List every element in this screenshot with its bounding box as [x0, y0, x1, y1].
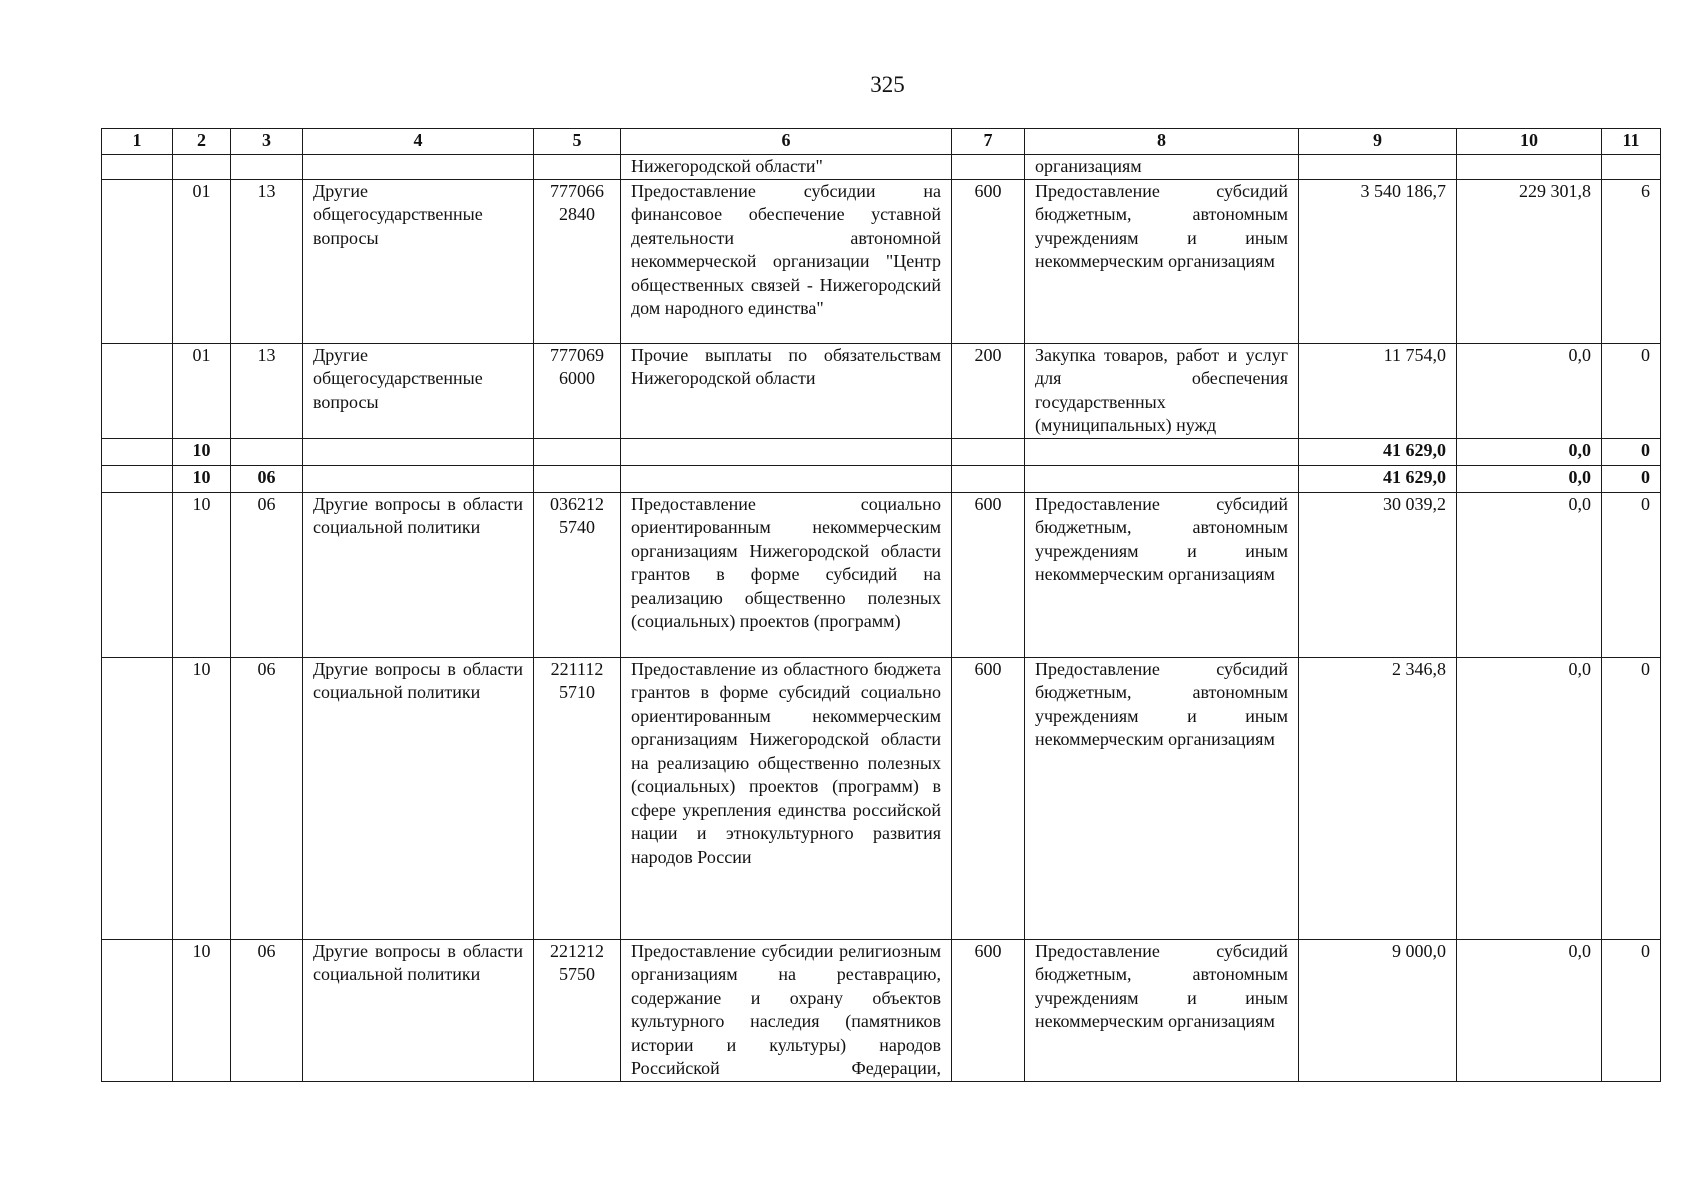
cell-target-name: Предоставление из областного бюджета грантов в форме субсидий социально ориентированным некоммерческим организациям Нижегородской области на реализацию общественно полезных (социальных) проектов (программ) в сфере укрепления единства российской нации и этнокультурного развития народов России	[621, 657, 952, 939]
column-header: 9	[1299, 129, 1457, 155]
table-row	[102, 179, 1661, 343]
column-header: 2	[173, 129, 231, 155]
cell-percent: 0	[1602, 438, 1661, 465]
header-row	[102, 129, 1661, 155]
cell-col1	[102, 438, 173, 465]
cell-amount-secondary	[1457, 155, 1602, 180]
cell-section: 10	[173, 465, 231, 492]
cell-subsection: 06	[231, 492, 303, 657]
cell-percent: 0	[1602, 939, 1661, 1081]
cell-target-name: Предоставление субсидии религиозным организациям на реставрацию, содержание и охрану объектов культурного наследия (памятников истории и культуры) народов Российской Федерации,	[621, 939, 952, 1081]
cell-expense-code: 200	[952, 343, 1025, 438]
cell-expense-name: Предоставление субсидий бюджетным, автономным учреждениям и иным некоммерческим организациям	[1025, 492, 1299, 657]
cell-amount: 41 629,0	[1299, 465, 1457, 492]
cell-subsection	[231, 438, 303, 465]
page-number: 325	[870, 72, 905, 97]
cell-section: 01	[173, 179, 231, 343]
cell-amount: 11 754,0	[1299, 343, 1457, 438]
cell-amount: 41 629,0	[1299, 438, 1457, 465]
cell-percent: 0	[1602, 657, 1661, 939]
cell-amount-secondary: 0,0	[1457, 343, 1602, 438]
cell-target-name: Прочие выплаты по обязательствам Нижегородской области	[621, 343, 952, 438]
cell-section: 10	[173, 939, 231, 1081]
cell-col1	[102, 343, 173, 438]
table-row	[102, 939, 1661, 1081]
cell-expense-code	[952, 465, 1025, 492]
cell-target-name: Предоставление социально ориентированным некоммерческим организациям Нижегородской области грантов в форме субсидий на реализацию общественно полезных (социальных) проектов (программ)	[621, 492, 952, 657]
cell-expense-name: Предоставление субсидий бюджетным, автономным учреждениям и иным некоммерческим организациям	[1025, 657, 1299, 939]
cell-subsection: 06	[231, 465, 303, 492]
cell-expense-name: организациям	[1025, 155, 1299, 180]
cell-col1	[102, 155, 173, 180]
table-row	[102, 155, 1661, 180]
subtotal-row	[102, 465, 1661, 492]
cell-section: 10	[173, 657, 231, 939]
column-header: 5	[534, 129, 621, 155]
cell-percent: 6	[1602, 179, 1661, 343]
cell-expense-name: Предоставление субсидий бюджетным, автономным учреждениям и иным некоммерческим организациям	[1025, 939, 1299, 1081]
cell-col1	[102, 939, 173, 1081]
cell-col1	[102, 465, 173, 492]
cell-expense-code	[952, 438, 1025, 465]
cell-amount: 2 346,8	[1299, 657, 1457, 939]
column-header: 6	[621, 129, 952, 155]
table-row	[102, 492, 1661, 657]
cell-expense-code: 600	[952, 657, 1025, 939]
cell-section	[173, 155, 231, 180]
cell-section-name: Другие вопросы в области социальной политики	[303, 657, 534, 939]
cell-col1	[102, 657, 173, 939]
cell-target-code: 221212 5750	[534, 939, 621, 1081]
cell-target-code: 777069 6000	[534, 343, 621, 438]
cell-expense-name: Закупка товаров, работ и услуг для обеспечения государственных (муниципальных) нужд	[1025, 343, 1299, 438]
cell-amount-secondary: 0,0	[1457, 492, 1602, 657]
cell-percent: 0	[1602, 465, 1661, 492]
cell-subsection: 13	[231, 179, 303, 343]
cell-amount-secondary: 0,0	[1457, 438, 1602, 465]
cell-target-name: Предоставление субсидии на финансовое обеспечение уставной деятельности автономной некоммерческой организации "Центр общественных связей - Нижегородский дом народного единства"	[621, 179, 952, 343]
cell-section-name: Другие общегосударственные вопросы	[303, 179, 534, 343]
cell-subsection: 06	[231, 939, 303, 1081]
cell-target-code	[534, 438, 621, 465]
cell-subsection: 13	[231, 343, 303, 438]
cell-expense-code: 600	[952, 179, 1025, 343]
cell-target-code: 036212 5740	[534, 492, 621, 657]
cell-amount: 3 540 186,7	[1299, 179, 1457, 343]
cell-amount-secondary: 0,0	[1457, 465, 1602, 492]
subtotal-row	[102, 438, 1661, 465]
cell-percent	[1602, 155, 1661, 180]
cell-target-code	[534, 465, 621, 492]
cell-section: 10	[173, 438, 231, 465]
cell-amount: 9 000,0	[1299, 939, 1457, 1081]
cell-amount-secondary: 0,0	[1457, 657, 1602, 939]
cell-target-code	[534, 155, 621, 180]
column-header: 7	[952, 129, 1025, 155]
table-row	[102, 657, 1661, 939]
cell-amount	[1299, 155, 1457, 180]
column-header: 3	[231, 129, 303, 155]
cell-section: 01	[173, 343, 231, 438]
cell-percent: 0	[1602, 492, 1661, 657]
budget-table	[101, 128, 1661, 1082]
cell-col1	[102, 179, 173, 343]
cell-target-name	[621, 465, 952, 492]
column-header: 10	[1457, 129, 1602, 155]
cell-subsection: 06	[231, 657, 303, 939]
cell-section-name: Другие вопросы в области социальной политики	[303, 492, 534, 657]
cell-section-name	[303, 438, 534, 465]
cell-target-name	[621, 438, 952, 465]
cell-expense-code: 600	[952, 939, 1025, 1081]
cell-amount: 30 039,2	[1299, 492, 1457, 657]
cell-section-name: Другие общегосударственные вопросы	[303, 343, 534, 438]
column-header: 11	[1602, 129, 1661, 155]
cell-expense-code	[952, 155, 1025, 180]
cell-percent: 0	[1602, 343, 1661, 438]
cell-section-name	[303, 155, 534, 180]
cell-target-code: 777066 2840	[534, 179, 621, 343]
cell-target-name: Нижегородской области"	[621, 155, 952, 180]
column-header: 8	[1025, 129, 1299, 155]
cell-expense-name	[1025, 438, 1299, 465]
cell-amount-secondary: 0,0	[1457, 939, 1602, 1081]
cell-col1	[102, 492, 173, 657]
cell-expense-name	[1025, 465, 1299, 492]
column-header: 1	[102, 129, 173, 155]
cell-expense-code: 600	[952, 492, 1025, 657]
table-row	[102, 343, 1661, 438]
cell-section-name	[303, 465, 534, 492]
cell-subsection	[231, 155, 303, 180]
cell-section-name: Другие вопросы в области социальной политики	[303, 939, 534, 1081]
cell-amount-secondary: 229 301,8	[1457, 179, 1602, 343]
column-header: 4	[303, 129, 534, 155]
cell-section: 10	[173, 492, 231, 657]
cell-target-code: 221112 5710	[534, 657, 621, 939]
cell-expense-name: Предоставление субсидий бюджетным, автономным учреждениям и иным некоммерческим организациям	[1025, 179, 1299, 343]
